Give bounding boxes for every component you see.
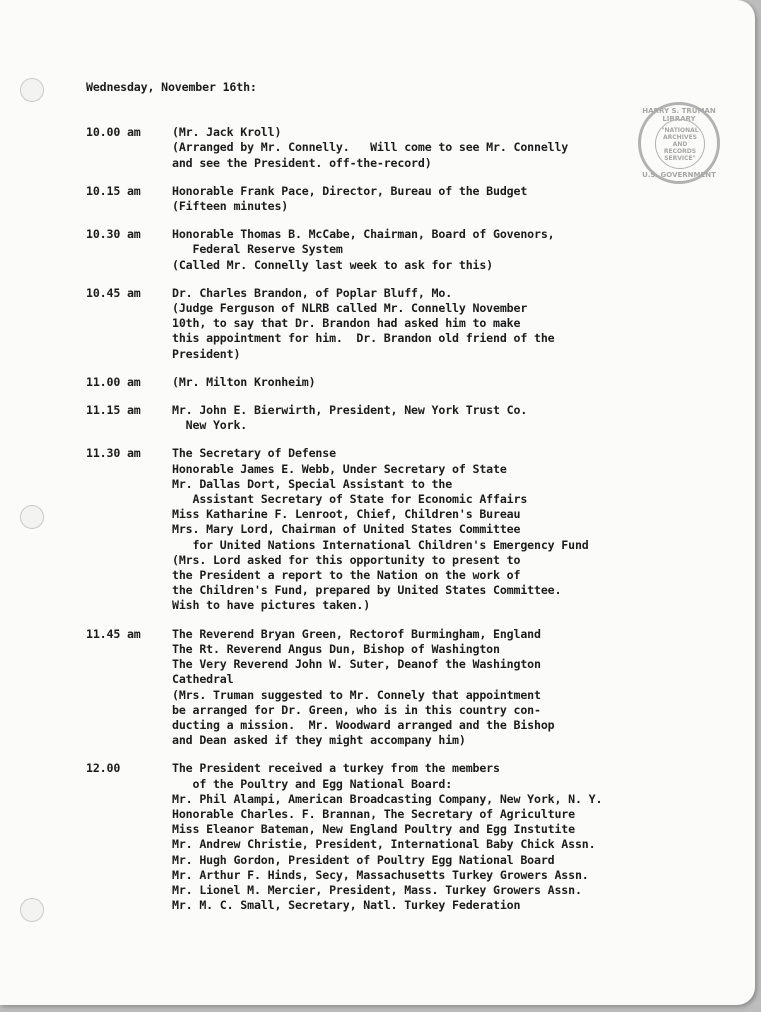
entry-line: Honorable James E. Webb, Under Secretary of State: [172, 461, 507, 476]
schedule-entry: [86, 403, 726, 433]
entry-line: Mrs. Mary Lord, Chairman of United States Committee: [172, 522, 521, 537]
entry-time: 11.00 am: [86, 374, 141, 389]
entry-line: Mr. Andrew Christie, President, International Baby Chick Assn.: [172, 837, 596, 852]
entry-line: The Secretary of Defense: [172, 446, 336, 461]
schedule-entry: [86, 627, 726, 749]
entry-time: 11.15 am: [86, 403, 141, 418]
entry-line: Honorable Frank Pace, Director, Bureau of the Budget: [172, 183, 528, 198]
entry-body: [172, 627, 726, 749]
schedule-entry: [86, 761, 726, 913]
entry-line: (Mr. Milton Kronheim): [172, 374, 316, 389]
entry-body: [172, 446, 726, 613]
entry-line: 10th, to say that Dr. Brandon had asked him to make: [172, 316, 521, 331]
entry-line: Mr. M. C. Small, Secretary, Natl. Turkey Federation: [172, 898, 521, 913]
entry-line: Cathedral: [172, 672, 234, 687]
page-heading: Wednesday, November 16th:: [86, 80, 257, 94]
entry-time: 11.45 am: [86, 626, 141, 641]
entry-body: [172, 375, 726, 390]
entry-line: for United Nations International Children's Emergency Fund: [172, 537, 589, 552]
entry-time: 10.15 am: [86, 183, 141, 198]
entry-line: Mr. Hugh Gordon, President of Poultry Egg National Board: [172, 852, 555, 867]
entry-time: 10.30 am: [86, 227, 141, 242]
entry-body: [172, 184, 726, 214]
entry-line: (Mrs. Lord asked for this opportunity to present to: [172, 552, 521, 567]
entry-line: and Dean asked if they might accompany him): [172, 733, 466, 748]
schedule-entry: [86, 184, 726, 214]
schedule-document: [86, 80, 726, 926]
entry-line: Honorable Charles. F. Brannan, The Secretary of Agriculture: [172, 806, 575, 821]
stamp-bottom-text: U.S. GOVERNMENT: [642, 171, 716, 179]
entry-line: The Very Reverend John W. Suter, Deanof the Washington: [172, 657, 541, 672]
entry-line: Wish to have pictures taken.): [172, 598, 371, 613]
schedule-entries: [86, 125, 726, 913]
entry-line: The President received a turkey from the members: [172, 761, 500, 776]
entry-line: The Rt. Reverend Angus Dun, Bishop of Washington: [172, 641, 500, 656]
entry-line: Mr. Arthur F. Hinds, Secy, Massachusetts Turkey Growers Assn.: [172, 867, 589, 882]
entry-line: and see the President. off-the-record): [172, 155, 432, 170]
entry-body: [172, 403, 726, 433]
entry-line: The Reverend Bryan Green, Rectorof Burmingham, England: [172, 626, 541, 641]
entry-line: Miss Katharine F. Lenroot, Chief, Children's Bureau: [172, 507, 521, 522]
entry-line: ducting a mission. Mr. Woodward arranged and the Bishop: [172, 717, 555, 732]
entry-line: the President a report to the Nation on the work of: [172, 568, 521, 583]
entry-line: (Arranged by Mr. Connelly. Will come to see Mr. Connelly: [172, 140, 569, 155]
punch-hole: [20, 78, 44, 102]
entry-body: [172, 286, 726, 362]
entry-line: (Mr. Jack Kroll): [172, 125, 282, 140]
entry-line: (Mrs. Truman suggested to Mr. Connely that appointment: [172, 687, 541, 702]
schedule-entry: [86, 286, 726, 362]
entry-line: New York.: [172, 418, 248, 433]
entry-line: Mr. John E. Bierwirth, President, New York Trust Co.: [172, 403, 528, 418]
entry-line: the Children's Fund, prepared by United States Committee.: [172, 583, 562, 598]
entry-body: [172, 761, 726, 913]
entry-time: 12.00: [86, 761, 121, 776]
entry-line: (Called Mr. Connelly last week to ask for this): [172, 257, 494, 272]
schedule-entry: [86, 227, 726, 273]
entry-time: 10.00 am: [86, 125, 141, 140]
entry-line: President): [172, 346, 241, 361]
entry-line: be arranged for Dr. Green, who is in this country con-: [172, 702, 541, 717]
schedule-entry: [86, 375, 726, 390]
entry-body: [172, 227, 726, 273]
schedule-entry: [86, 446, 726, 613]
entry-body: [172, 125, 726, 171]
entry-line: this appointment for him. Dr. Brandon old friend of the: [172, 331, 555, 346]
entry-line: Mr. Lionel M. Mercier, President, Mass. Turkey Growers Assn.: [172, 882, 582, 897]
entry-line: Assistant Secretary of State for Economic Affairs: [172, 492, 528, 507]
entry-line: (Fifteen minutes): [172, 199, 289, 214]
punch-hole: [20, 505, 44, 529]
stamp-top-text: HARRY S. TRUMAN LIBRARY: [642, 107, 716, 123]
entry-line: Miss Eleanor Bateman, New England Poultry and Egg Instutite: [172, 822, 575, 837]
entry-line: Dr. Charles Brandon, of Poplar Bluff, Mo.: [172, 285, 453, 300]
entry-line: of the Poultry and Egg National Board:: [172, 776, 453, 791]
entry-line: Mr. Dallas Dort, Special Assistant to the: [172, 476, 453, 491]
punch-hole: [20, 898, 44, 922]
entry-line: Mr. Phil Alampi, American Broadcasting Company, New York, N. Y.: [172, 791, 603, 806]
entry-time: 10.45 am: [86, 285, 141, 300]
schedule-entry: [86, 125, 726, 171]
entry-line: Federal Reserve System: [172, 242, 343, 257]
entry-line: Honorable Thomas B. McCabe, Chairman, Board of Govenors,: [172, 227, 555, 242]
entry-time: 11.30 am: [86, 446, 141, 461]
stamp-center-text: "NATIONAL ARCHIVES AND RECORDS SERVICE": [655, 119, 705, 169]
entry-line: (Judge Ferguson of NLRB called Mr. Connelly November: [172, 301, 528, 316]
